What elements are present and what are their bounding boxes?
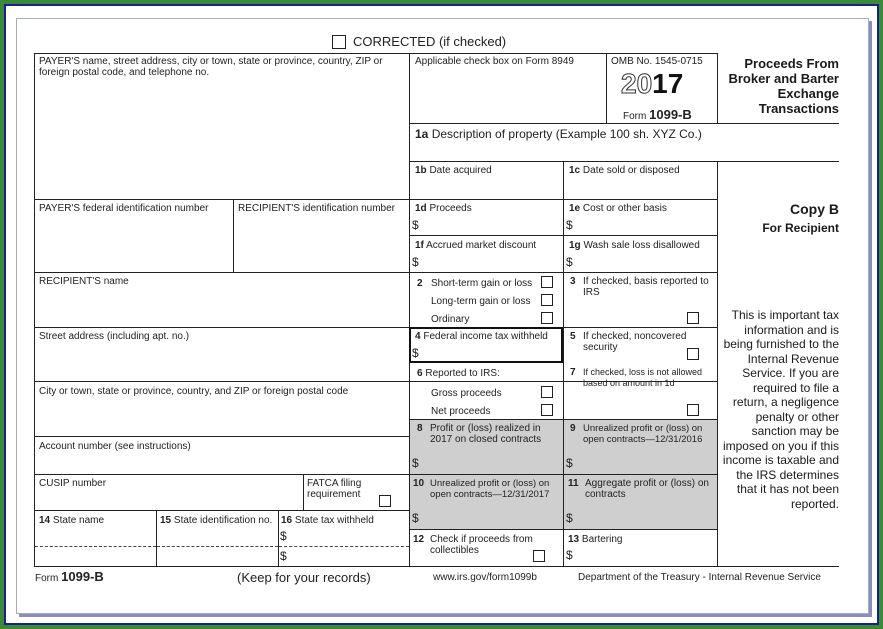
box15-num: 15 (160, 515, 172, 526)
box12-label: Check if proceeds from collectibles (430, 534, 533, 556)
box2-long-label: Long-term gain or loss (431, 296, 531, 307)
box16-dollar-1: $ (280, 529, 287, 543)
box1a-label: Description of property (Example 100 sh. XYZ Co.) (431, 127, 702, 141)
box10-label: Unrealized profit or (loss) on open contracts—12/31/2017 (430, 478, 550, 500)
state-dash-2 (157, 546, 278, 547)
line-cusip-top (34, 474, 717, 475)
year-label (621, 69, 683, 99)
line-omb-right (717, 53, 718, 123)
box1g-label: Wash sale loss disallowed (583, 240, 700, 251)
corrected-checkbox[interactable] (332, 35, 346, 49)
line-left (34, 53, 35, 566)
fatca-label: FATCA filing requirement (307, 478, 362, 500)
box5-num: 5 (570, 331, 576, 342)
line-mid (409, 53, 410, 566)
box6-net-label: Net proceeds (431, 406, 491, 417)
box7-checkbox[interactable] (687, 404, 699, 416)
box1e-dollar: $ (566, 218, 573, 232)
line-14-top (34, 510, 409, 511)
box16-dollar-2: $ (280, 549, 287, 563)
box15-label: State identification no. (173, 515, 273, 526)
box9-num: 9 (570, 423, 576, 434)
recipient-id-label: RECIPIENT'S identification number (238, 203, 395, 214)
box5-checkbox[interactable] (687, 348, 699, 360)
box6-net-checkbox[interactable] (541, 404, 553, 416)
copy-b-label: Copy B (790, 201, 839, 217)
cusip-label: CUSIP number (39, 478, 107, 489)
city-label: City or town, state or province, country, and ZIP or foreign postal code (39, 386, 349, 397)
year-light: 20 (621, 68, 653, 99)
box6-num: 6 (417, 368, 423, 379)
box1c-num: 1c (569, 165, 581, 176)
box3-checkbox[interactable] (687, 312, 699, 324)
footer-form-name: 1099-B (61, 569, 104, 584)
box10-dollar: $ (412, 511, 419, 525)
footer-keep: (Keep for your records) (237, 570, 371, 585)
box6-label: Reported to IRS: (425, 368, 500, 379)
box13-num: 13 (568, 534, 580, 545)
side-title: Proceeds From Broker and Barter Exchange Transactions (728, 56, 839, 116)
line-omb-left (606, 53, 607, 123)
box14-num: 14 (39, 515, 51, 526)
box14-label: State name (52, 515, 105, 526)
box1f-label: Accrued market discount (426, 240, 537, 251)
recipient-name-label: RECIPIENT'S name (39, 276, 129, 287)
box8-num: 8 (417, 423, 423, 434)
account-label: Account number (see instructions) (39, 441, 191, 452)
box1f-num: 1f (415, 240, 424, 251)
box6-gross-checkbox[interactable] (541, 386, 553, 398)
box2-num: 2 (417, 278, 423, 289)
box11-dollar: $ (566, 511, 573, 525)
payer-fed-id-label: PAYER'S federal identification number (39, 203, 209, 214)
box1e-num: 1e (569, 203, 581, 214)
corrected-label: CORRECTED (if checked) (353, 34, 507, 49)
line-top (34, 53, 717, 54)
box3-label: If checked, basis reported to IRS (583, 276, 709, 298)
for-recipient-label: For Recipient (762, 221, 839, 235)
box2-short-label: Short-term gain or loss (431, 278, 533, 289)
fatca-checkbox[interactable] (379, 495, 391, 507)
box1a-num: 1a (415, 127, 429, 141)
footer-url[interactable]: www.irs.gov/form1099b (433, 572, 537, 583)
footer-dept: Department of the Treasury - Internal Revenue Service (578, 572, 821, 583)
year-bold: 17 (652, 68, 684, 99)
box3-num: 3 (570, 276, 576, 287)
box16-num: 16 (281, 515, 293, 526)
box12-num: 12 (413, 534, 425, 545)
box1d-label: Proceeds (429, 203, 472, 214)
line-bottom (34, 566, 839, 567)
box13-dollar: $ (566, 548, 573, 562)
box2-ordinary-label: Ordinary (431, 314, 470, 325)
line-ids-split (233, 199, 234, 272)
line-1d-top (34, 199, 717, 200)
box1g-dollar: $ (566, 255, 573, 269)
box2-ordinary-checkbox[interactable] (541, 312, 553, 324)
box1g-num: 1g (569, 240, 581, 251)
box11-label: Aggregate profit or (loss) on contracts (585, 478, 709, 500)
box1d-dollar: $ (412, 218, 419, 232)
box9-dollar: $ (566, 456, 573, 470)
box4-label: Federal income tax withheld (423, 331, 548, 342)
box10-num: 10 (413, 478, 425, 489)
line-mid2 (563, 161, 564, 566)
box4-num: 4 (415, 331, 421, 342)
line-1a-top (409, 123, 839, 124)
box2-long-checkbox[interactable] (541, 294, 553, 306)
form-1099b-page (16, 18, 869, 614)
box7-label: If checked, loss is not allowed based on amount in 1d (583, 367, 703, 388)
applicable-check-label: Applicable check box on Form 8949 (415, 56, 574, 67)
line-account-top (34, 436, 409, 437)
form-prefix-top: Form (623, 111, 647, 122)
state-dash-1 (35, 546, 156, 547)
line-4-top (34, 327, 717, 328)
box1d-num: 1d (415, 203, 427, 214)
box2-short-checkbox[interactable] (541, 276, 553, 288)
box1b-num: 1b (415, 165, 427, 176)
box8-dollar: $ (412, 456, 419, 470)
state-dash-3 (279, 546, 409, 547)
line-14-split (156, 510, 157, 566)
line-2-top (34, 272, 717, 273)
side-notice: This is important tax information and is being furnished to the Internal Revenue Service. If you are required to file a return, a negligence penalty or other sanction may be imposed on you if this income is taxable and the IRS determines that it has not been reported. (722, 308, 839, 511)
box8-label: Profit or (loss) realized in 2017 on closed contracts (430, 423, 542, 445)
footer-form-prefix: Form (35, 573, 59, 584)
box1e-label: Cost or other basis (582, 203, 667, 214)
box16-label: State tax withheld (294, 515, 374, 526)
form-name-top: 1099-B (649, 107, 692, 122)
line-fatca-split (303, 474, 304, 510)
line-1b-top (409, 161, 839, 162)
box11-num: 11 (568, 478, 579, 489)
street-label: Street address (including apt. no.) (39, 331, 190, 342)
box9-label: Unrealized profit or (loss) on open contracts—12/31/2016 (583, 423, 703, 445)
box4-dollar: $ (412, 346, 419, 360)
box7-num: 7 (570, 367, 576, 378)
line-15-split (278, 510, 279, 566)
box1b-label: Date acquired (429, 165, 492, 176)
box5-label: If checked, noncovered security (583, 331, 687, 353)
omb-label: OMB No. 1545-0715 (611, 56, 703, 67)
box6-gross-label: Gross proceeds (431, 388, 502, 399)
box12-checkbox[interactable] (533, 550, 545, 562)
payer-name-label: PAYER'S name, street address, city or town, state or province, country, ZIP or foreign postal code, and telephone no. (39, 56, 383, 78)
box1c-label: Date sold or disposed (582, 165, 680, 176)
box13-label: Bartering (581, 534, 623, 545)
box1f-dollar: $ (412, 255, 419, 269)
